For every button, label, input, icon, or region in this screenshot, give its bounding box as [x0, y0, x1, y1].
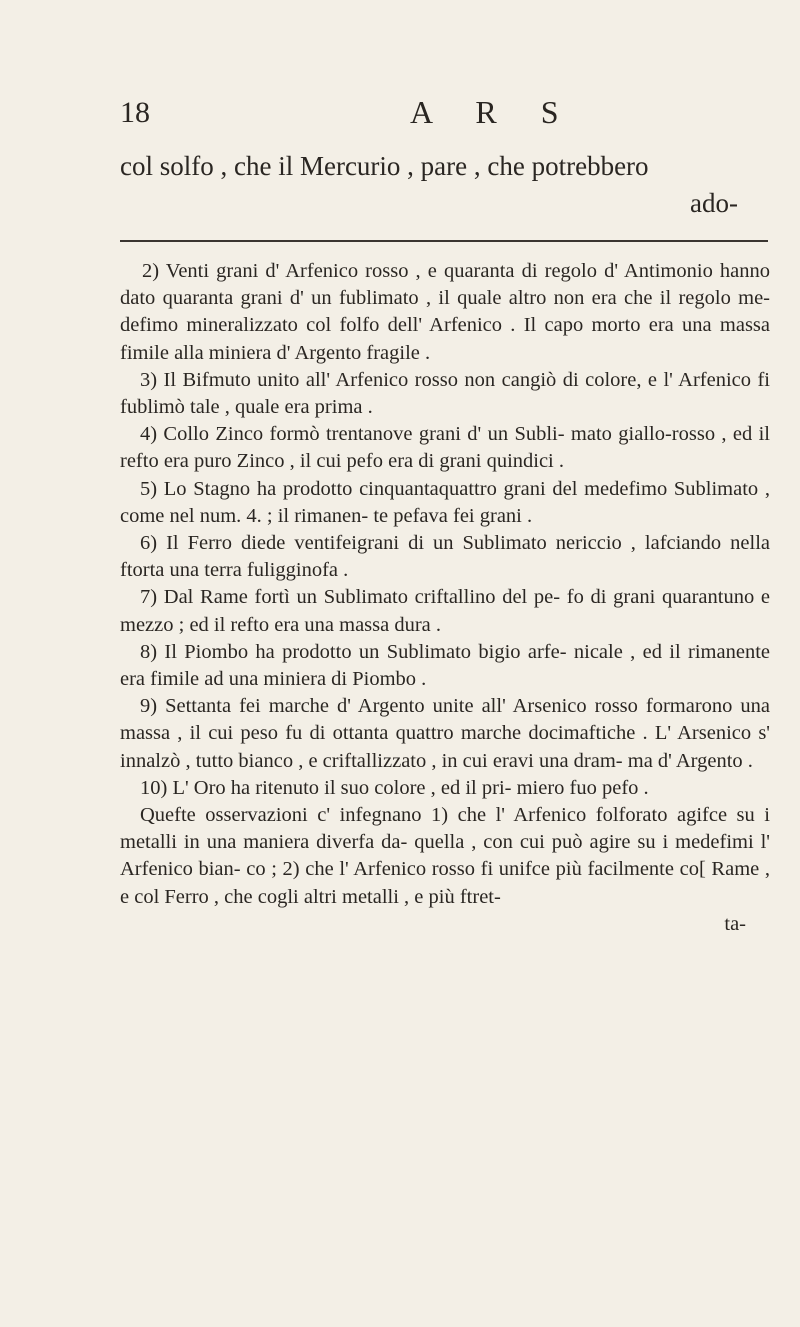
footnote-3: 3) Il Bifmuto unito all' Arfenico rosso non cangiò di colore, e l' Arfenico fi fublimò tale , quale era prima .	[120, 368, 770, 419]
page-number: 18	[120, 96, 150, 129]
footnote-2: 2) Venti grani d' Arfenico rosso , e quaranta di regolo d' Antimonio hanno dato quaranta grani d' un fublimato , il quale altro non era che il regolo me- defimo mineralizzato col folfo dell' Arfenico . Il capo morto era una massa fimile alla miniera d' Argento fragile .	[120, 260, 770, 364]
footnote-8: 8) Il Piombo ha prodotto un Sublimato bigio arfe- nicale , ed il rimanente era fimile ad una miniera di Piombo .	[120, 640, 770, 691]
main-text	[120, 148, 768, 222]
footnote-9: 9) Settanta fei marche d' Argento unite all' Arsenico rosso formarono una massa , il cui peso fu di ottanta quattro marche docimaftiche . L' Arsenico s' innalzò , tutto bianco , e criftallizzato , in cui eravi una dram- ma d' Argento .	[120, 695, 770, 772]
footnote-6: 6) Il Ferro diede ventifeigrani di un Sublimato nericcio , lafciando nella ftorta una terra fuligginofa .	[120, 532, 770, 582]
catchword: ta-	[724, 912, 746, 935]
footnote-4: 4) Collo Zinco formò trentanove grani d' un Subli- mato giallo-rosso , ed il refto era puro Zinco , il cui pefo era di grani quindici .	[120, 423, 770, 473]
footnotes	[120, 258, 770, 938]
conclusion-paragraph: Quefte osservazioni c' infegnano 1) che l' Arfenico folforato agifce su i metalli in una maniera diverfa da- quella , con cui può agire su i medefimi l' Arfenico bian- co ; 2) che l' Arfenico rosso fi unifce più facilmente co[ Rame , e col Ferro , che cogli altri metalli , e più ftret-	[120, 804, 770, 908]
footnote-divider	[120, 240, 768, 242]
running-title: A R S	[410, 94, 577, 130]
main-text-continuation: ado-	[690, 188, 738, 218]
footnote-10: 10) L' Oro ha ritenuto il suo colore , ed il pri- miero fuo pefo .	[140, 776, 649, 799]
footnote-5: 5) Lo Stagno ha prodotto cinquantaquattro grani del medefimo Sublimato , come nel num. 4. ; il rimanen- te pefava fei grani .	[120, 477, 770, 527]
main-text-line: col solfo , che il Mercurio , pare , che potrebbero	[120, 151, 649, 181]
footnote-7: 7) Dal Rame fortì un Sublimato criftallino del pe- fo di grani quarantuno e mezzo ; ed il refto era una massa dura .	[120, 586, 770, 636]
